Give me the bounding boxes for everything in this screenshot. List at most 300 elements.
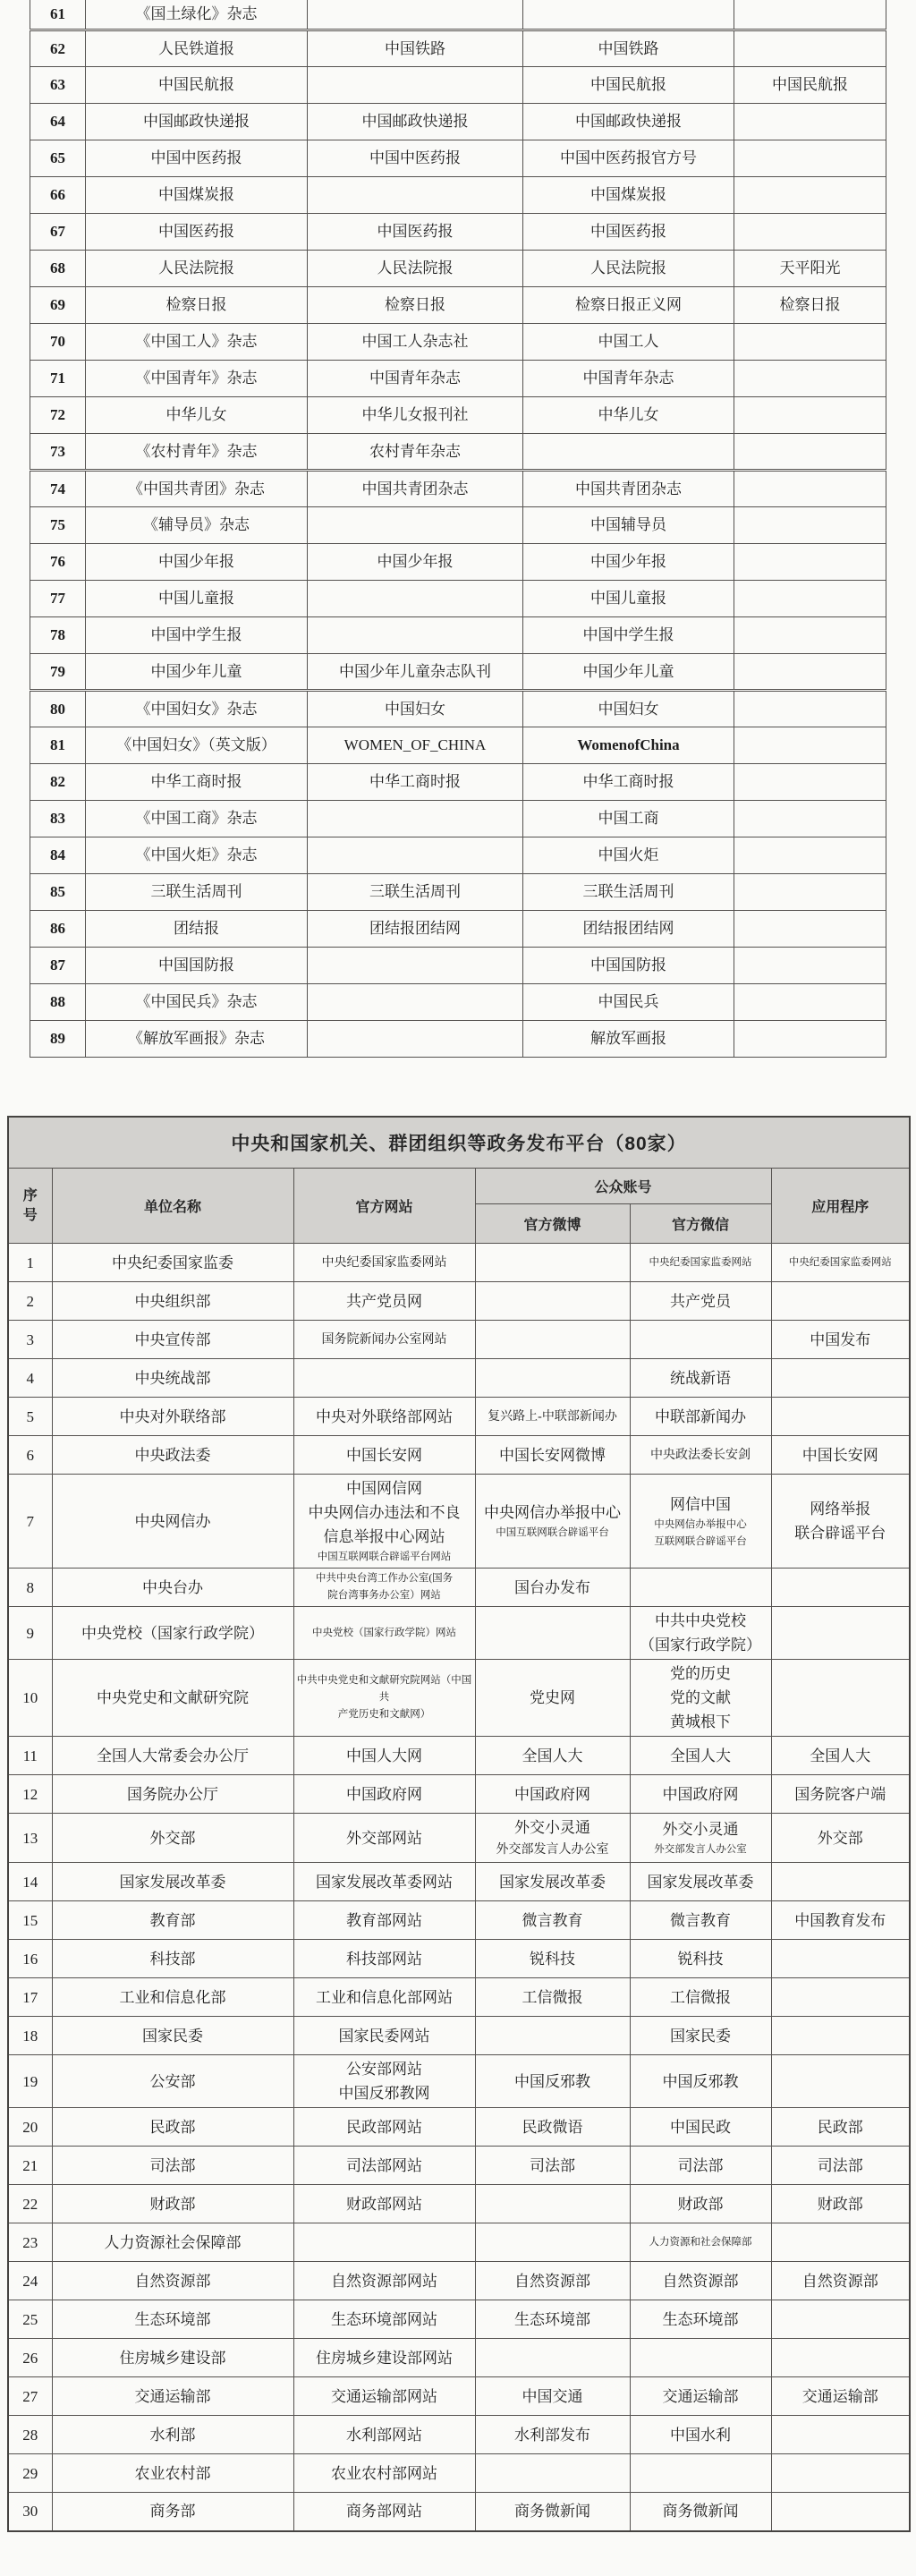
cell-website <box>293 2017 475 2055</box>
cell-line: 9 <box>26 1624 34 1642</box>
cell-name <box>86 323 308 360</box>
cell-line: 中央政法委 <box>134 1446 211 1464</box>
cell-line: 民政微语 <box>522 2118 583 2136</box>
cell-line: 中央统战部 <box>134 1369 211 1387</box>
header-official-website: 官方网站 <box>293 1169 475 1244</box>
cell-app <box>734 653 886 690</box>
cell-line: 外交小灵通 <box>514 1819 590 1836</box>
cell-num <box>8 1737 52 1775</box>
table-row <box>30 250 886 286</box>
cell-line: 中国教育发布 <box>794 1911 886 1929</box>
table-row <box>30 1020 886 1057</box>
cell-line: 联合辟谣平台 <box>794 1525 886 1542</box>
cell-line: 中国政府网 <box>346 1785 422 1803</box>
cell-line: 中国邮政快递报 <box>575 113 682 130</box>
cell-num <box>8 2055 52 2108</box>
cell-line: 中国辅导员 <box>590 516 666 533</box>
cell-weibo <box>308 947 523 983</box>
cell-line: 团结报 <box>174 920 219 937</box>
cell-line: 国家发展改革委 <box>647 1873 754 1891</box>
cell-line: 财政部网站 <box>346 2195 422 2213</box>
cell-website <box>293 2339 475 2377</box>
cell-app <box>734 140 886 176</box>
cell-num <box>8 2147 52 2185</box>
table-row <box>30 947 886 983</box>
cell-name <box>86 470 308 506</box>
cell-line: 中国互联网联合辟谣平台网站 <box>317 1552 452 1562</box>
cell-line: 人民法院报 <box>377 259 454 276</box>
cell-line: 产党历史和文献网） <box>337 1709 431 1720</box>
cell-line: 中国少年儿童杂志队刊 <box>339 662 491 680</box>
cell-app <box>734 1020 886 1057</box>
cell-line: 共产党员 <box>670 1292 731 1310</box>
cell-line: 水利部 <box>149 2426 196 2444</box>
cell-app <box>771 1436 910 1475</box>
cell-num <box>30 360 86 396</box>
table-row <box>30 616 886 653</box>
cell-website <box>293 1940 475 1978</box>
cell-website <box>293 1607 475 1660</box>
cell-line: 11 <box>22 1747 38 1764</box>
cell-line: 2 <box>26 1292 34 1310</box>
cell-line: 中华儿女 <box>598 406 659 423</box>
cell-line: 79 <box>50 662 65 680</box>
cell-num <box>8 1398 52 1436</box>
cell-line: 农业农村部网站 <box>331 2464 437 2482</box>
cell-website <box>293 1475 475 1569</box>
cell-name <box>52 1436 293 1475</box>
cell-weixin <box>630 2055 771 2108</box>
table-row <box>30 580 886 616</box>
cell-line: 29 <box>22 2464 38 2482</box>
cell-line: 国家民委 <box>142 2027 203 2045</box>
cell-app <box>734 0 886 30</box>
cell-name <box>52 2454 293 2493</box>
cell-line: 26 <box>22 2349 38 2367</box>
cell-line: 司法部 <box>149 2156 196 2174</box>
cell-line: 网络举报 <box>810 1501 871 1518</box>
cell-line: 外交部发言人办公室 <box>496 1843 609 1857</box>
cell-line: 住房城乡建设部 <box>119 2349 226 2367</box>
cell-name <box>86 396 308 433</box>
cell-line: 商务微新闻 <box>514 2503 590 2521</box>
cell-app <box>734 763 886 800</box>
cell-line: 中国工商 <box>598 810 659 827</box>
cell-line: 30 <box>22 2503 38 2521</box>
cell-website <box>293 2055 475 2108</box>
cell-line: 中国医药报 <box>377 223 454 240</box>
cell-app <box>734 433 886 470</box>
cell-line: 74 <box>50 480 65 497</box>
cell-num <box>8 1901 52 1940</box>
cell-line: 国家发展改革委 <box>499 1873 606 1891</box>
cell-line: 公安部 <box>149 2072 196 2090</box>
cell-num <box>30 690 86 727</box>
cell-line: 黄城根下 <box>670 1713 731 1730</box>
cell-line: 《中国工人》杂志 <box>135 333 258 350</box>
header-weixin: 官方微信 <box>630 1204 771 1244</box>
cell-line: 6 <box>26 1446 34 1464</box>
cell-app <box>734 800 886 837</box>
cell-line: 72 <box>50 406 65 423</box>
cell-weibo <box>308 653 523 690</box>
cell-num <box>30 910 86 947</box>
table-row <box>30 0 886 30</box>
cell-name <box>86 66 308 103</box>
cell-name <box>86 947 308 983</box>
table-row <box>30 176 886 213</box>
cell-line: 中国铁路 <box>598 39 659 57</box>
cell-weibo <box>308 30 523 66</box>
cell-line: 自然资源部 <box>662 2272 739 2290</box>
cell-line: 81 <box>50 736 65 753</box>
cell-num <box>8 1282 52 1321</box>
cell-weixin <box>523 286 734 323</box>
cell-line: WOMEN_OF_CHINA <box>344 736 487 753</box>
cell-line: 中国长安网 <box>346 1446 422 1464</box>
cell-line: 中央对外联络部 <box>119 1407 226 1425</box>
cell-website <box>293 2223 475 2262</box>
cell-line: 团结报团结网 <box>369 920 461 937</box>
cell-num <box>30 176 86 213</box>
cell-app <box>771 2377 910 2416</box>
cell-weibo <box>308 1020 523 1057</box>
cell-num <box>30 470 86 506</box>
cell-weixin <box>630 1244 771 1282</box>
cell-name <box>52 2377 293 2416</box>
cell-weibo <box>308 286 523 323</box>
cell-line: WomenofChina <box>577 736 680 753</box>
cell-name <box>52 1398 293 1436</box>
cell-line: 公安部网站 <box>346 2061 422 2078</box>
cell-line: 中国铁路 <box>385 39 445 57</box>
cell-website <box>293 2262 475 2300</box>
cell-website <box>293 2493 475 2531</box>
table-row <box>30 837 886 873</box>
cell-line: 中央网信办违法和不良 <box>308 1504 461 1521</box>
cell-weixin <box>630 1398 771 1436</box>
cell-website <box>293 1321 475 1359</box>
cell-weibo <box>475 1814 630 1863</box>
table-row <box>8 1321 910 1359</box>
cell-name <box>52 1737 293 1775</box>
cell-line: 中联部新闻办 <box>655 1407 746 1425</box>
cell-line: 中华工商时报 <box>369 773 461 790</box>
cell-line: 中国青年杂志 <box>369 370 461 387</box>
cell-line: 科技部网站 <box>346 1950 422 1968</box>
cell-line: 65 <box>50 149 65 166</box>
cell-line: 生态环境部 <box>134 2310 211 2328</box>
cell-line: 中共中央党史和文献研究院网站（中国共 <box>296 1675 472 1703</box>
cell-app <box>771 1775 910 1814</box>
gov-platforms-table <box>7 1116 909 2532</box>
cell-line: 19 <box>22 2072 38 2090</box>
cell-line: 23 <box>22 2233 38 2251</box>
cell-num <box>8 1475 52 1569</box>
cell-weibo <box>475 1607 630 1660</box>
cell-line: 科技部 <box>149 1950 196 1968</box>
cell-line: 17 <box>22 1988 38 2006</box>
cell-line: 锐科技 <box>677 1950 724 1968</box>
cell-line: 68 <box>50 259 65 276</box>
cell-num <box>8 2300 52 2339</box>
cell-num <box>30 983 86 1020</box>
cell-weibo <box>475 1660 630 1737</box>
cell-weixin <box>523 616 734 653</box>
cell-weibo <box>475 1569 630 1607</box>
cell-num <box>8 1814 52 1863</box>
cell-name <box>52 2300 293 2339</box>
cell-name <box>86 250 308 286</box>
cell-weibo <box>475 2377 630 2416</box>
cell-line: 《辅导员》杂志 <box>143 516 250 533</box>
cell-line: 交通运输部 <box>802 2387 878 2405</box>
cell-weixin <box>630 1660 771 1737</box>
cell-line: 5 <box>26 1407 34 1425</box>
cell-line: 全国人大 <box>522 1747 583 1764</box>
cell-line: 检察日报 <box>779 296 841 313</box>
table-row <box>30 323 886 360</box>
cell-weibo <box>475 2055 630 2108</box>
cell-num <box>30 873 86 910</box>
cell-line: 15 <box>22 1911 38 1929</box>
cell-weibo <box>308 616 523 653</box>
cell-line: 中央对外联络部网站 <box>316 1407 453 1425</box>
cell-app <box>771 1282 910 1321</box>
cell-line: 《中国工商》杂志 <box>135 810 258 827</box>
table-row <box>30 763 886 800</box>
table-row <box>30 727 886 763</box>
cell-weibo <box>475 1775 630 1814</box>
cell-line: 中国少年报 <box>158 553 234 570</box>
cell-line: 《农村青年》杂志 <box>135 442 258 460</box>
cell-line: 解放军画报 <box>590 1030 666 1047</box>
cell-line: 共产党员网 <box>346 1292 422 1310</box>
cell-line: 检察日报 <box>385 296 445 313</box>
cell-app <box>771 1863 910 1901</box>
cell-line: 司法部 <box>530 2156 575 2174</box>
cell-num <box>30 506 86 543</box>
cell-line: 国务院办公厅 <box>127 1785 218 1803</box>
cell-line: 中国长安网 <box>802 1446 878 1464</box>
cell-line: 天平阳光 <box>779 259 841 276</box>
cell-weixin <box>630 2493 771 2531</box>
cell-name <box>86 140 308 176</box>
cell-weibo <box>308 66 523 103</box>
cell-app <box>734 250 886 286</box>
table-row <box>8 2493 910 2531</box>
cell-num <box>30 837 86 873</box>
cell-line: 司法部 <box>817 2156 863 2174</box>
cell-line: 国家发展改革委网站 <box>316 1873 453 1891</box>
cell-name <box>86 653 308 690</box>
cell-weibo <box>308 727 523 763</box>
table-row <box>30 396 886 433</box>
cell-app <box>734 103 886 140</box>
cell-weibo <box>475 2339 630 2377</box>
cell-weixin <box>630 2339 771 2377</box>
table-row <box>8 2262 910 2300</box>
cell-name <box>86 213 308 250</box>
cell-line: 中央党校（国家行政学院）网站 <box>312 1627 456 1638</box>
table-row <box>30 690 886 727</box>
cell-num <box>8 2339 52 2377</box>
cell-line: 全国人大常委会办公厅 <box>97 1747 249 1764</box>
cell-app <box>734 983 886 1020</box>
cell-num <box>8 1569 52 1607</box>
cell-line: 中国中医药报 <box>369 149 461 166</box>
cell-line: 中国少年儿童 <box>582 662 674 680</box>
cell-app <box>771 2339 910 2377</box>
table-row <box>30 30 886 66</box>
table-row <box>8 1940 910 1978</box>
cell-name <box>86 543 308 580</box>
cell-line: 中央纪委国家监委网站 <box>649 1256 752 1268</box>
cell-line: 8 <box>26 1578 34 1596</box>
cell-name <box>86 616 308 653</box>
table-row <box>30 983 886 1020</box>
table-row <box>30 470 886 506</box>
cell-line: 国务院客户端 <box>794 1785 886 1803</box>
cell-line: 中国儿童报 <box>158 590 234 607</box>
cell-weixin <box>630 1475 771 1569</box>
cell-line: 中国煤炭报 <box>158 186 234 203</box>
cell-app <box>771 1359 910 1398</box>
cell-weibo <box>475 2147 630 2185</box>
cell-website <box>293 1775 475 1814</box>
cell-num <box>8 2377 52 2416</box>
cell-line: 财政部 <box>149 2195 196 2213</box>
cell-weibo <box>475 1244 630 1282</box>
table-row <box>8 1737 910 1775</box>
cell-name <box>52 2017 293 2055</box>
cell-weibo <box>308 873 523 910</box>
cell-name <box>86 0 308 30</box>
cell-weibo <box>308 176 523 213</box>
cell-line: 1 <box>26 1254 34 1271</box>
cell-num <box>30 653 86 690</box>
cell-line: 国家民委 <box>670 2027 731 2045</box>
cell-weibo <box>475 1475 630 1569</box>
cell-weixin <box>523 837 734 873</box>
cell-num <box>8 1359 52 1398</box>
cell-weixin <box>630 1978 771 2017</box>
cell-line: 人民法院报 <box>590 259 666 276</box>
cell-app <box>771 2185 910 2223</box>
table-title: 中央和国家机关、群团组织等政务发布平台（80家） <box>8 1117 910 1169</box>
cell-line: 民政部 <box>149 2118 196 2136</box>
cell-website <box>293 1901 475 1940</box>
table-row <box>8 2377 910 2416</box>
cell-line: 生态环境部 <box>662 2310 739 2328</box>
cell-name <box>52 2223 293 2262</box>
table-row <box>8 2017 910 2055</box>
cell-app <box>734 873 886 910</box>
cell-line: 84 <box>50 846 65 863</box>
cell-weibo <box>475 1398 630 1436</box>
cell-app <box>734 396 886 433</box>
cell-weixin <box>523 543 734 580</box>
cell-weibo <box>475 1436 630 1475</box>
cell-weixin <box>630 2454 771 2493</box>
table-row <box>8 1569 910 1607</box>
cell-weixin <box>523 983 734 1020</box>
cell-app <box>771 2223 910 2262</box>
table-row <box>8 1775 910 1814</box>
cell-num <box>8 1607 52 1660</box>
cell-line: 交通运输部 <box>662 2387 739 2405</box>
cell-app <box>734 727 886 763</box>
cell-weibo <box>475 2493 630 2531</box>
cell-line: 中国邮政快递报 <box>143 113 250 130</box>
table-row <box>8 1475 910 1569</box>
cell-app <box>771 1814 910 1863</box>
cell-line: 院台湾事务办公室）网站 <box>327 1590 441 1601</box>
cell-line: 中国中医药报 <box>150 149 242 166</box>
cell-line: 中华儿女报刊社 <box>361 406 469 423</box>
cell-line: 中国邮政快递报 <box>361 113 469 130</box>
header-weibo: 官方微博 <box>475 1204 630 1244</box>
cell-line: 《中国民兵》杂志 <box>135 993 258 1010</box>
cell-app <box>734 543 886 580</box>
cell-app <box>734 66 886 103</box>
cell-line: 中国中学生报 <box>150 626 242 643</box>
cell-weibo <box>475 1321 630 1359</box>
cell-line: 网信中国 <box>670 1495 731 1513</box>
cell-weixin <box>523 433 734 470</box>
cell-num <box>30 0 86 30</box>
cell-line: 外交部 <box>149 1829 196 1847</box>
cell-line: 微言教育 <box>670 1911 731 1929</box>
cell-line: 司法部 <box>677 2156 724 2174</box>
cell-website <box>293 2377 475 2416</box>
cell-line: 自然资源部 <box>514 2272 590 2290</box>
cell-line: 中国少年报 <box>590 553 666 570</box>
table-row <box>30 433 886 470</box>
table-row <box>30 286 886 323</box>
cell-weixin <box>630 1359 771 1398</box>
table-row <box>8 1863 910 1901</box>
cell-app <box>771 1398 910 1436</box>
cell-weibo <box>475 1737 630 1775</box>
cell-num <box>30 763 86 800</box>
table-row <box>8 1398 910 1436</box>
table-row <box>30 360 886 396</box>
cell-line: 3 <box>26 1331 34 1348</box>
cell-num <box>8 2017 52 2055</box>
cell-line: 中共中央党校 <box>655 1612 746 1629</box>
cell-website <box>293 1978 475 2017</box>
cell-weixin <box>630 2416 771 2454</box>
cell-weibo <box>475 2223 630 2262</box>
cell-weixin <box>523 30 734 66</box>
table-row <box>30 800 886 837</box>
cell-name <box>52 2493 293 2531</box>
cell-weibo <box>475 2416 630 2454</box>
cell-num <box>8 1940 52 1978</box>
cell-line: 73 <box>50 442 65 460</box>
cell-line: 全国人大 <box>810 1747 871 1764</box>
cell-line: 24 <box>22 2272 38 2290</box>
cell-line: 中央网信办举报中心 <box>654 1518 747 1530</box>
cell-line: 中央网信办举报中心 <box>484 1504 621 1521</box>
cell-name <box>86 910 308 947</box>
cell-weibo <box>308 800 523 837</box>
cell-line: 外交部 <box>817 1829 863 1847</box>
cell-line: 12 <box>22 1785 38 1803</box>
cell-line: 交通运输部 <box>134 2387 211 2405</box>
cell-line: 中央组织部 <box>134 1292 211 1310</box>
